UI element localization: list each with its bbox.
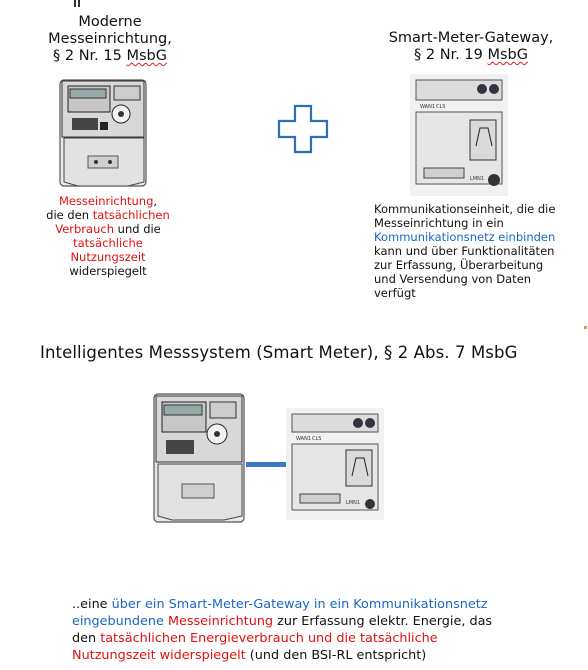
- gw-port-label: WAN1: [296, 436, 312, 442]
- meter-desc-line2: [38, 208, 178, 222]
- meter-desc-highlight: Verbrauch: [55, 222, 114, 236]
- gateway-heading-ref: MsbG: [487, 47, 528, 63]
- definition-line3: [72, 630, 542, 647]
- definition-line1: [72, 596, 542, 613]
- gw-desc-line7: verfügt: [374, 286, 416, 300]
- definition-line2: [72, 613, 542, 630]
- definition-highlight-red: Nutzungszeit widerspiegelt: [72, 648, 246, 663]
- gw-port-label: LMN1: [470, 176, 485, 182]
- definition-line4: [72, 647, 542, 664]
- gateway-heading-line1: Smart-Meter-Gateway,: [388, 30, 554, 46]
- connector-line: [246, 462, 288, 467]
- gw-desc-line4: kann und über Funktionalitäten: [374, 244, 555, 258]
- meter-desc-text: die den: [46, 208, 93, 222]
- meter-heading-law: § 2 Nr. 15: [53, 48, 127, 64]
- meter-desc-comma: ,: [153, 194, 158, 208]
- meter-desc-text: und die: [114, 222, 161, 236]
- edge-marker: [78, 0, 80, 7]
- gw-desc-line5: zur Erfassung, Überarbeitung: [374, 258, 544, 272]
- meter-heading: [30, 14, 190, 65]
- gateway-heading-line2: [380, 47, 562, 64]
- plus-icon: [276, 104, 330, 154]
- definition-highlight-red: Messeinrichtung: [167, 614, 274, 629]
- gw-port-label: LMN1: [346, 500, 361, 506]
- definition-highlight-blue: über ein Smart-Meter-Gateway in ein Kommunikationsnetz: [111, 597, 488, 612]
- definition-text: [72, 596, 542, 664]
- meter-desc-term: Messeinrichtung: [58, 194, 154, 208]
- gw-port-label: CLS: [436, 104, 446, 110]
- electricity-meter-image: [154, 394, 244, 522]
- meter-desc-line5: Nutzungszeit: [70, 250, 146, 264]
- smart-meter-system-image: [150, 392, 386, 524]
- meter-heading-ref: MsbG: [126, 48, 167, 64]
- gw-desc-line3: Kommunikationsnetz einbinden: [374, 230, 556, 244]
- definition-text-part: den: [72, 631, 101, 646]
- meter-description: [38, 194, 178, 278]
- meter-desc-highlight: tatsächlichen: [92, 208, 170, 222]
- meter-heading-line1: Moderne: [78, 14, 142, 30]
- gateway-description: [374, 202, 584, 300]
- gateway-heading-law: § 2 Nr. 19: [414, 47, 488, 63]
- definition-highlight-red: tatsächlichen Energieverbrauch und die tatsächliche: [100, 631, 438, 646]
- gw-desc-line1: Kommunikationseinheit, die die: [374, 202, 556, 216]
- meter-desc-line1: [38, 194, 178, 208]
- definition-text-part: (und den BSI-RL entspricht): [245, 648, 427, 663]
- definition-text-part: ..eine: [72, 597, 112, 612]
- gw-port-label: CLS: [312, 436, 322, 442]
- meter-heading-line3: [30, 48, 190, 65]
- gateway-device-image: [286, 408, 384, 520]
- definition-highlight-blue: eingebundene: [72, 614, 164, 629]
- gw-port-label: WAN1: [420, 104, 436, 110]
- meter-desc-line4: tatsächliche: [73, 236, 143, 250]
- meter-desc-line3: [38, 222, 178, 236]
- edge-marker: [74, 0, 76, 7]
- gateway-device-image: [410, 74, 508, 196]
- definition-text-part: zur Erfassung elektr. Energie, das: [273, 614, 493, 629]
- meter-desc-line6: widerspiegelt: [69, 264, 147, 278]
- edge-marker: [584, 326, 587, 329]
- electricity-meter-image: [58, 78, 150, 188]
- gw-desc-line2: Messeinrichtung in ein: [374, 216, 504, 230]
- system-title: Intelligentes Messsystem (Smart Meter), § 2 Abs. 7 MsbG: [40, 343, 518, 362]
- meter-heading-line2: Messeinrichtung,: [48, 31, 172, 47]
- gateway-heading: [380, 30, 562, 64]
- gw-desc-line6: und Versendung von Daten: [374, 272, 532, 286]
